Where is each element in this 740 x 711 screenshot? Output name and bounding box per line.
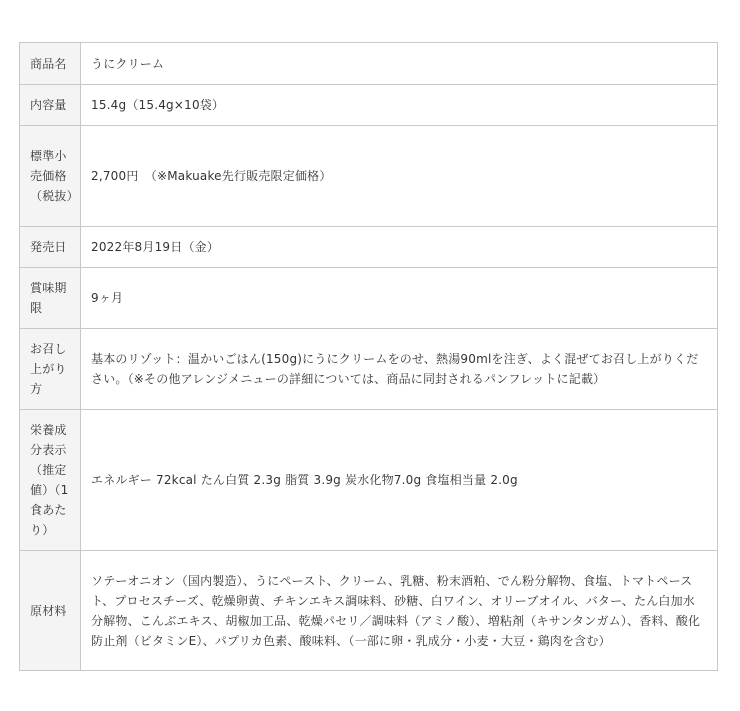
table-row <box>20 551 718 671</box>
row-label-price: 標準小売価格（税抜） <box>20 126 81 227</box>
table-row <box>20 410 718 551</box>
row-value-how-to-eat: 基本のリゾット：温かいごはん(150g)にうにクリームをのせ、熱湯90mlを注ぎ、よく混ぜてお召し上がりください。（※その他アレンジメニューの詳細については、商品に同封されるパンフレットに記載） <box>81 329 718 410</box>
table-row <box>20 85 718 126</box>
table-row <box>20 329 718 410</box>
row-value-contents: 15.4g（15.4g×10袋） <box>81 85 718 126</box>
row-value-ingredients: ソテーオニオン（国内製造）、うにペースト、クリーム、乳糖、粉末酒粕、でん粉分解物、食塩、トマトペースト、プロセスチーズ、乾燥卵黄、チキンエキス調味料、砂糖、白ワイン、オリーブオイル、バター、たん白加水分解物、こんぶエキス、胡椒加工品、乾燥パセリ／調味料（アミノ酸）、増粘剤（キサンタンガム）、香料、酸化防止剤（ビタミンE）、パプリカ色素、酸味料、（一部に卵・乳成分・小麦・大豆・鶏肉を含む） <box>81 551 718 671</box>
row-label-contents: 内容量 <box>20 85 81 126</box>
row-label-ingredients: 原材料 <box>20 551 81 671</box>
row-label-best-before: 賞味期限 <box>20 268 81 329</box>
table-row <box>20 126 718 227</box>
table-row <box>20 227 718 268</box>
row-value-nutrition: エネルギー 72kcal たん白質 2.3g 脂質 3.9g 炭水化物7.0g 食塩相当量 2.0g <box>81 410 718 551</box>
row-value-best-before: 9ヶ月 <box>81 268 718 329</box>
row-value-release-date: 2022年8月19日（金） <box>81 227 718 268</box>
row-label-release-date: 発売日 <box>20 227 81 268</box>
row-label-product-name: 商品名 <box>20 43 81 85</box>
row-label-nutrition: 栄養成分表示（推定値）（1食あたり） <box>20 410 81 551</box>
row-label-how-to-eat: お召し上がり方 <box>20 329 81 410</box>
table-row <box>20 43 718 85</box>
product-spec-table <box>19 42 718 671</box>
row-value-price: 2,700円 （※Makuake先行販売限定価格） <box>81 126 718 227</box>
table-row <box>20 268 718 329</box>
row-value-product-name: うにクリーム <box>81 43 718 85</box>
